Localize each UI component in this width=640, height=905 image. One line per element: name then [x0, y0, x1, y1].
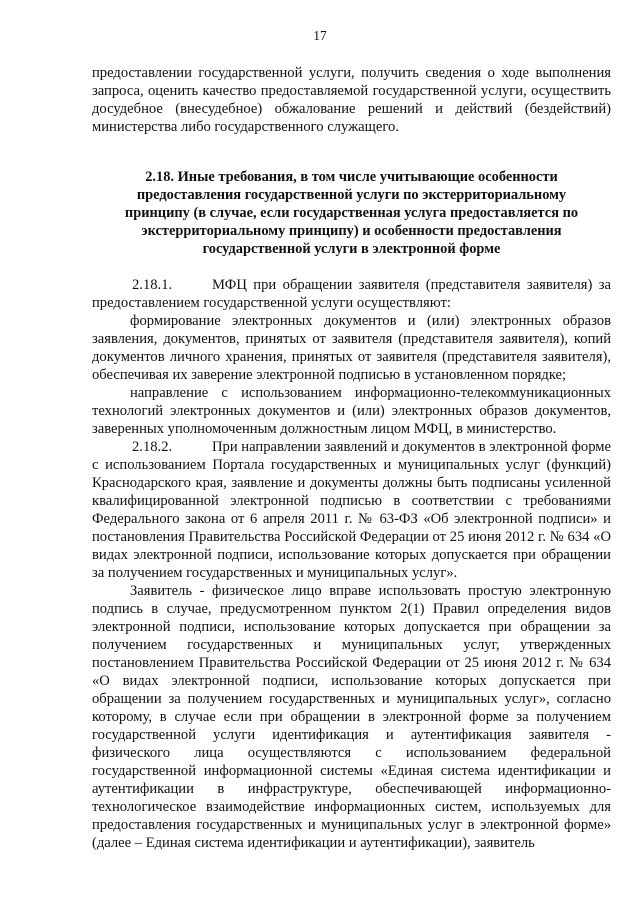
clause-item: направление с использованием информационно-телекоммуникационных технологий электронных документов и (или) электронных образов документов, заверенных уполномоченным должностным лицом МФЦ, в министерство. [92, 385, 611, 437]
clause-item: формирование электронных документов и (или) электронных образов заявления, документов, принятых от заявителя (представителя заявителя), копий документов личного хранения, принятых от заявителя (представителя заявителя), обеспечивая их заверение электронной подписью в установленном порядке; [92, 313, 611, 383]
document-body [92, 64, 611, 852]
heading-line: экстерриториальному принципу) и особенности предоставления [141, 223, 562, 239]
heading-line: предоставления государственной услуги по экстерриториальному [136, 187, 567, 203]
heading-line: государственной услуги в электронной форме [202, 241, 501, 257]
page-number: 17 [313, 28, 327, 43]
clause-text: При направлении заявлений и документов в электронной форме с использованием Портала государственных и муниципальных услуг (функций) Краснодарского края, заявление и документы должны быть подписаны усиленной квалифицированной электронной подписью в соответствии с требованиями Федерального закона от 6 апреля 2011 г. № 63-ФЗ «Об электронной подписи» и постановления Правительства Российской Федерации от 25 июня 2012 г. № 634 «О видах электронной подписи, использование которых допускается при обращении за получением государственных и муниципальных услуг». [92, 439, 611, 581]
intro-paragraph: предоставлении государственной услуги, получить сведения о ходе выполнения запроса, оценить качество предоставляемой государственной услуги, осуществить досудебное (внесудебное) обжалование решений и действий (бездействий) министерства либо государственного служащего. [92, 65, 611, 135]
heading-line: 2.18. Иные требования, в том числе учитывающие особенности [145, 169, 558, 185]
clause-2-18-2 [92, 438, 611, 582]
clause-number: 2.18.2. [132, 439, 173, 455]
section-heading [106, 168, 597, 258]
clause-number: 2.18.1. [132, 277, 173, 293]
clause-text: МФЦ при обращении заявителя (представителя заявителя) за предоставлением государственной услуги осуществляют: [92, 277, 611, 311]
clause-2-18-1 [92, 276, 611, 312]
closing-paragraph: Заявитель - физическое лицо вправе использовать простую электронную подпись в случае, предусмотренном пунктом 2(1) Правил определения видов электронной подписи, использование которых допускается при обращении за получением государственных и муниципальных услуг, утвержденных постановлением Правительства Российской Федерации от 25 июня 2012 г. № 634 «О видах электронной подписи, использование которых допускается при обращении за получением государственных и муниципальных услуг», согласно которому, в случае если при обращении в электронной форме за получением государственной услуги идентификация и аутентификация заявителя - физического лица осуществляются с использованием федеральной государственной информационной системы «Единая система идентификации и аутентификации в инфраструктуре, обеспечивающей информационно-технологическое взаимодействие информационных систем, используемых для предоставления государственных и муниципальных услуг в электронной форме» (далее – Единая система идентификации и аутентификации), заявитель [92, 583, 611, 851]
heading-line: принципу (в случае, если государственная услуга предоставляется по [124, 205, 579, 221]
